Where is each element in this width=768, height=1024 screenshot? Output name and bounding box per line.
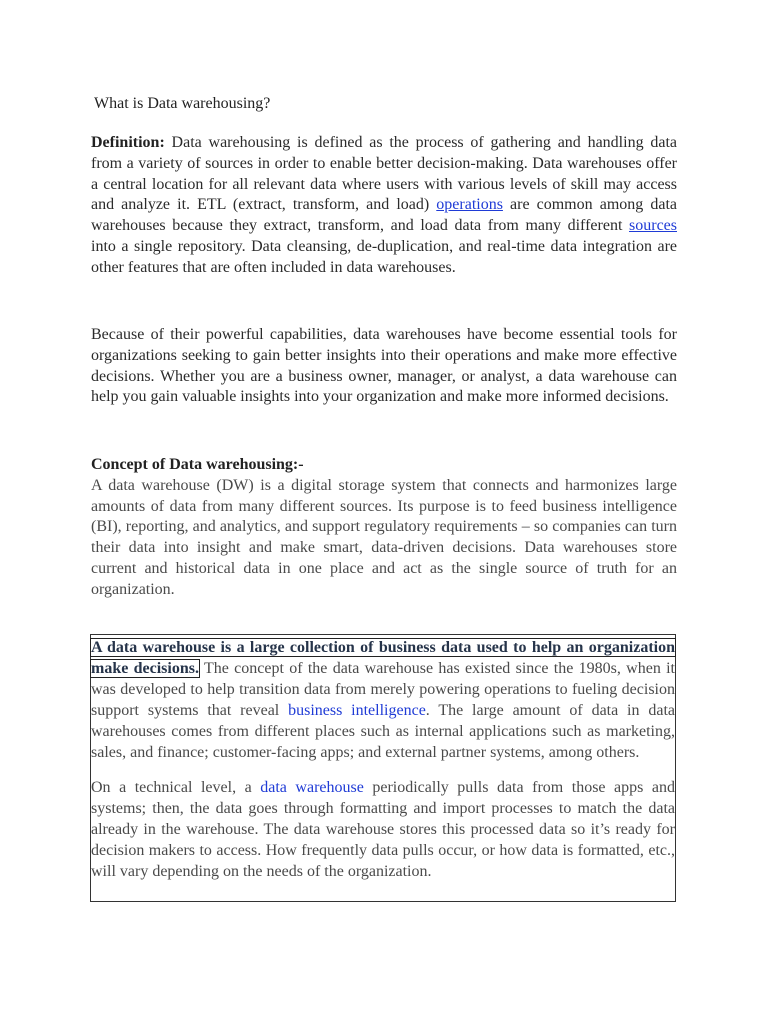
box-p1-text-2: . The large amount of data in data warehouses comes from different places such as internal applications such as marketing, sales, and finance; customer-facing apps; and external partner systems, among others. xyxy=(91,702,675,761)
box-p2-text-2: periodically pulls data from those apps and systems; then, the data goes through formatting and import processes to match the data already in the warehouse. The data warehouse stores this processed data so it’s ready for decision makers to access. How frequently data pulls occur, or how data is formatted, etc., will vary depending on the needs of the organization. xyxy=(91,779,676,880)
business-intelligence-link[interactable]: business intelligence xyxy=(288,702,426,719)
data-warehouse-link[interactable]: data warehouse xyxy=(260,779,364,796)
sources-link[interactable]: sources xyxy=(629,217,677,235)
box-p1-text-1: The concept of the data warehouse has existed since the 1980s, when it was developed to help transition data from merely powering operations to fueling decision support systems that reveal xyxy=(91,660,676,719)
definition-label: Definition: xyxy=(91,134,165,151)
definition-paragraph xyxy=(91,133,677,279)
concept-paragraph: A data warehouse (DW) is a digital storage system that connects and harmonizes large amounts of data from many different sources. Its purpose is to feed business intelligence (BI), reporting, and analytics, and support regulatory requirements – so companies can turn their data into insight and make smart, data-driven decisions. Data warehouses store current and historical data in one place and act as the single source of truth for an organization. xyxy=(91,476,677,598)
box-paragraph-1 xyxy=(91,637,675,763)
definition-text-2: are common among data warehouses because they extract, transform, and load data from many different xyxy=(91,196,677,235)
definition-text-1: Data warehousing is defined as the process of gathering and handling data from a variety of sources in order to enable better decision-making. Data warehouses offer a central location for all relevant data where users with various levels of skill may access and analyze it. ETL (extract, transform, and load) xyxy=(91,134,677,214)
concept-heading: Concept of Data warehousing:- xyxy=(91,456,304,473)
concept-section xyxy=(91,455,677,601)
quoted-box xyxy=(90,634,676,902)
page-title: What is Data warehousing? xyxy=(94,95,271,112)
operations-link[interactable]: operations xyxy=(436,196,503,214)
box-paragraph-2 xyxy=(91,777,675,882)
highlighted-definition: A data warehouse is a large collection of business data used to help an organization make decisions. xyxy=(91,639,675,677)
definition-text-3: into a single repository. Data cleansing, de-duplication, and real-time data integration are other features that are often included in data warehouses. xyxy=(91,237,677,276)
capabilities-paragraph: Because of their powerful capabilities, data warehouses have become essential tools for organizations seeking to gain better insights into their operations and make more effective decisions. Whether you are a business owner, manager, or analyst, a data warehouse can help you gain valuable insights into your organization and make more informed decisions. xyxy=(91,326,677,406)
box-p2-text-1: On a technical level, a xyxy=(91,779,261,796)
